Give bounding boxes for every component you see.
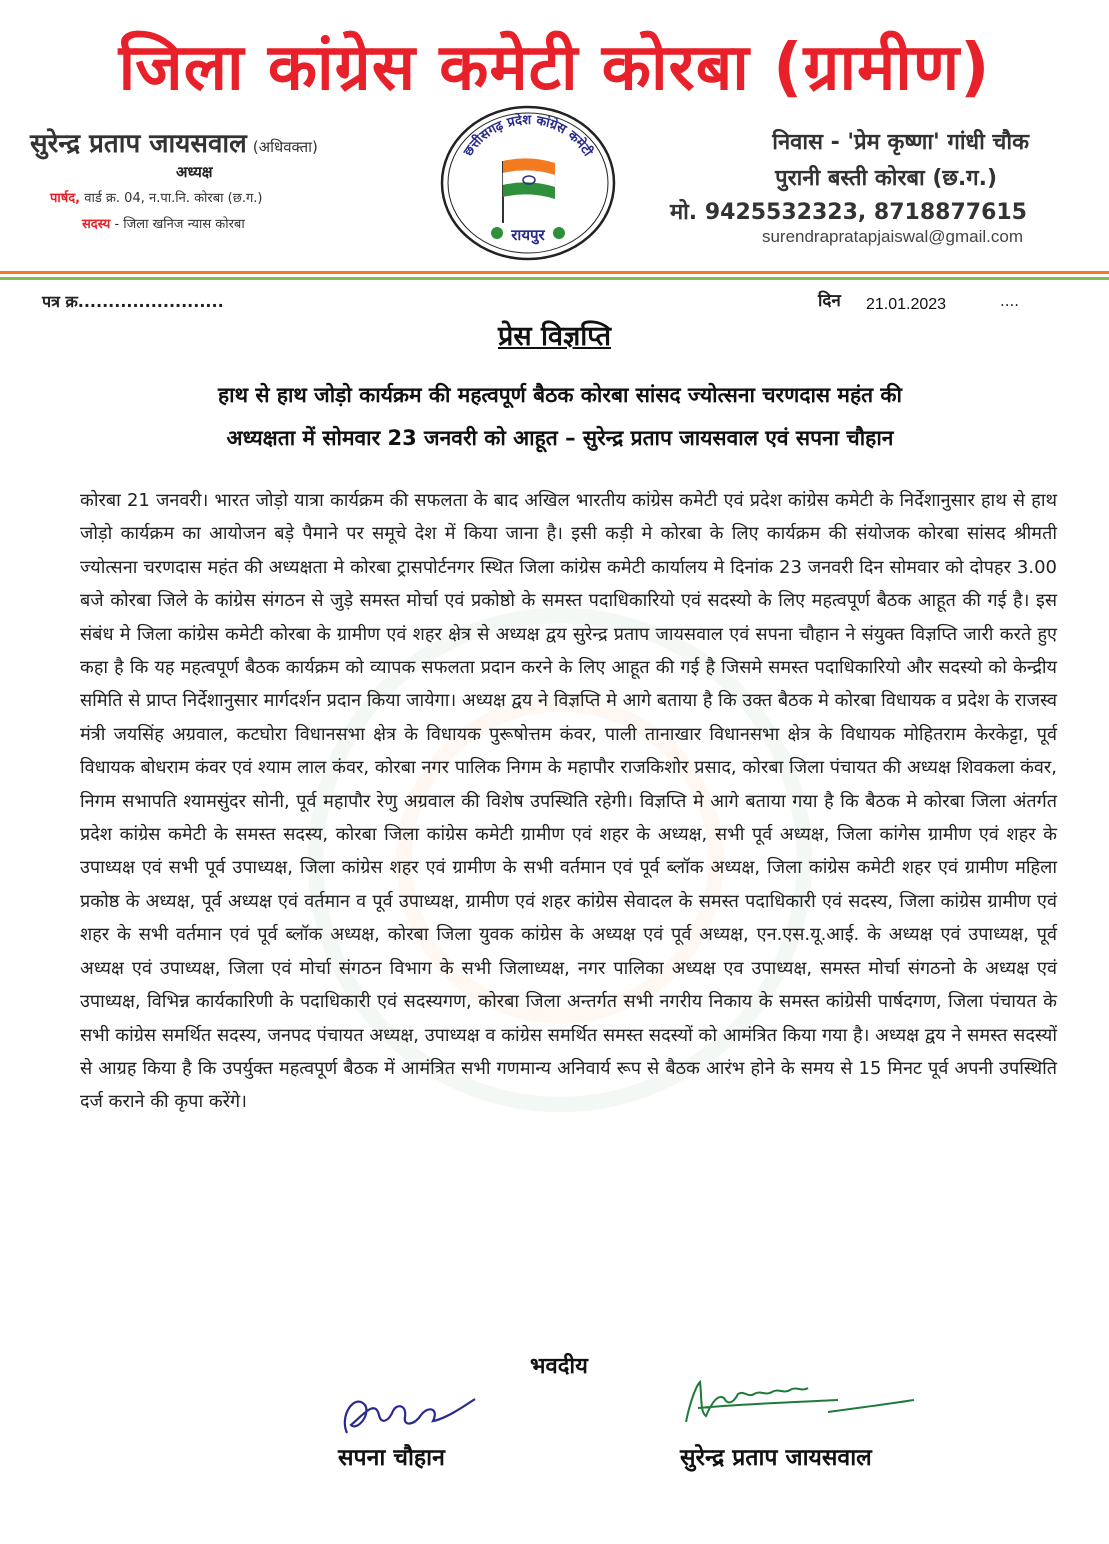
letter-reference: पत्र क्र........................ [42,292,224,311]
councillor-ward: वार्ड क्र. 04, न.पा.नि. कोरबा (छ.ग.) [84,191,263,206]
president-name [30,124,318,160]
president-role: अध्यक्ष [176,163,213,181]
phone-numbers: मो. 9425532323, 8718877615 [669,200,1027,225]
member-label: सदस्य [82,217,111,232]
logo-ring-text: छत्तीसगढ़ प्रदेश कांग्रेस कमेटी [461,112,595,160]
signatory-name-1: सपना चौहान [338,1445,445,1471]
president-name-text: सुरेन्द्र प्रताप जायसवाल [30,129,247,159]
signature-surendra-pratap-jaiswal [678,1372,918,1432]
signature-sapna-chauhan [335,1385,485,1443]
headline [70,374,1050,460]
party-logo [439,103,617,261]
header-rule-saffron [0,271,1109,274]
president-councillor-line [50,188,263,206]
signatory-name-2: सुरेन्द्र प्रताप जायसवाल [680,1445,872,1471]
body-paragraph: कोरबा 21 जनवरी। भारत जोड़ो यात्रा कार्यक्रम की सफलता के बाद अखिल भारतीय कांग्रेस कमेटी एवं प्रदेश कांग्रेस कमेटी के निर्देशानुसार हाथ से हाथ जोड़ो कार्यक्रम का आयोजन बड़े पैमाने पर समूचे देश में किया जाना है। इसी कड़ी मे कोरबा के लिए कार्यक्रम की संयोजक कोरबा सांसद श्रीमती ज्योत्सना चरणदास महंत की अध्यक्षता मे कोरबा ट्रासपोर्टनगर स्थित जिला कांग्रेस कमेटी कार्यालय मे दिनांक 23 जनवरी दिन सोमवार को दोपहर 3.00 बजे कोरबा जिले के कांग्रेस संगठन से जुड़े समस्त मोर्चा एवं प्रकोष्ठो के समस्त पदाधिकारियो एवं सदस्यो के लिए महत्वपूर्ण बैठक आहूत की गई है। इस संबंध मे जिला कांग्रेस कमेटी कोरबा के ग्रामीण एवं शहर क्षेत्र से अध्यक्ष द्वय सुरेन्द्र प्रताप जायसवाल एवं सपना चौहान ने संयुक्त विज्ञप्ति जारी करते हुए कहा है कि यह महत्वपूर्ण बैठक कार्यक्रम को व्यापक सफलता प्रदान करने के लिए आहूत की गई है जिसमे समस्त पदाधिकारियो और सदस्यो को केन्द्रीय समिति से प्राप्त निर्देशानुसार मार्गदर्शन प्रदान किया जायेगा। अध्यक्ष द्वय ने विज्ञप्ति मे आगे बताया है कि उक्त बैठक मे कोरबा विधायक व प्रदेश के राजस्व मंत्री जयसिंह अग्रवाल, कटघोरा विधानसभा क्षेत्र के विधायक पुरूषोत्तम कंवर, पाली तानाखार विधानसभा क्षेत्र के विधायक मोहितराम केरकेट्टा, पूर्व विधायक बोधराम कंवर एवं श्याम लाल कंवर, कोरबा नगर पालिक निगम के महापौर राजकिशोर प्रसाद, कोरबा जिला पंचायत की अध्यक्ष शिवकला कंवर, निगम सभापति श्यामसुंदर सोनी, पूर्व महापौर रेणु अग्रवाल की विशेष उपस्थिति रहेगी। विज्ञप्ति मे आगे बताया गया है कि बैठक मे कोरबा जिला अंतर्गत प्रदेश कांग्रेस कमेटी के समस्त सदस्य, कोरबा जिला कांग्रेस कमेटी ग्रामीण एवं शहर के अध्यक्ष, सभी पूर्व अध्यक्ष, जिला कांगेस ग्रामीण एवं शहर के उपाध्यक्ष एवं सभी पूर्व उपाध्यक्ष, जिला कांग्रेस शहर एवं ग्रामीण के सभी वर्तमान एवं पूर्व ब्लॉक अध्यक्ष, जिला कांग्रेस कमेटी शहर एवं ग्रामीण महिला प्रकोष्ठ के अध्यक्ष, पूर्व अध्यक्ष एवं वर्तमान व पूर्व उपाध्यक्ष, ग्रामीण एवं शहर कांग्रेस सेवादल के समस्त पदाधिकारी एवं सदस्य, जिला कांग्रेस ग्रामीण एवं शहर के सभी वर्तमान एवं पूर्व ब्लॉक अध्यक्ष, कोरबा जिला युवक कांग्रेस के अध्यक्ष एवं पूर्व अध्यक्ष, एन.एस.यू.आई. के अध्यक्ष एवं उपाध्यक्ष, पूर्व अध्यक्ष एवं उपाध्यक्ष, जिला एवं मोर्चा संगठन विभाग के सभी जिलाध्यक्ष, नगर पालिका अध्यक्ष एव उपाध्यक्ष, समस्त मोर्चा संगठनो के अध्यक्ष एवं उपाध्यक्ष, विभिन्न कार्यकारिणी के पदाधिकारी एवं सदस्यगण, कोरबा जिला अन्तर्गत सभी नगरीय निकाय के समस्त कांग्रेसी पार्षदगण, जिला पंचायत के सभी कांग्रेस समर्थित सदस्य, जनपद पंचायत अध्यक्ष, उपाध्यक्ष व कांग्रेस समर्थित समस्त सदस्यों को आमंत्रित किया गया है। अध्यक्ष द्वय ने समस्त सदस्यों से आग्रह किया है कि उपर्युक्त महत्वपूर्ण बैठक में आमंत्रित सभी गणमान्य अनिवार्य रूप से बैठक आरंभ होने के समय से 15 मिनट पूर्व अपनी उपस्थिति दर्ज कराने की कृपा करेंगे। [80,490,1057,1113]
closing-salutation: भवदीय [530,1354,588,1379]
president-member-line [82,214,245,232]
headline-line-2: अध्यक्षता में सोमवार 23 जनवरी को आहूत – सुरेन्द्र प्रताप जायसवाल एवं सपना चौहान [226,426,894,450]
member-text: - जिला खनिज न्यास कोरबा [114,217,245,232]
date-label: दिन [818,291,841,311]
date-dots: .... [1000,292,1020,310]
date-value: 21.01.2023 [866,296,947,313]
header-rule-green [0,277,1109,280]
president-qualification: (अधिवक्ता) [252,138,318,156]
address-line-2: पुरानी बस्ती कोरबा (छ.ग.) [775,166,997,191]
councillor-label: पार्षद, [50,191,81,206]
email-address: surendrapratapjaiswal@gmail.com [761,227,1023,246]
headline-line-1: हाथ से हाथ जोड़ो कार्यक्रम की महत्वपूर्ण बैठक कोरबा सांसद ज्योत्सना चरणदास महंत की [218,383,902,407]
address-line-1: निवास - 'प्रेम कृष्णा' गांधी चौक [772,130,1029,155]
logo-city: रायपुर [511,226,545,244]
document-title: प्रेस विज्ञप्ति [497,321,612,352]
letterhead-title: जिला कांग्रेस कमेटी कोरबा (ग्रामीण) [118,31,991,105]
